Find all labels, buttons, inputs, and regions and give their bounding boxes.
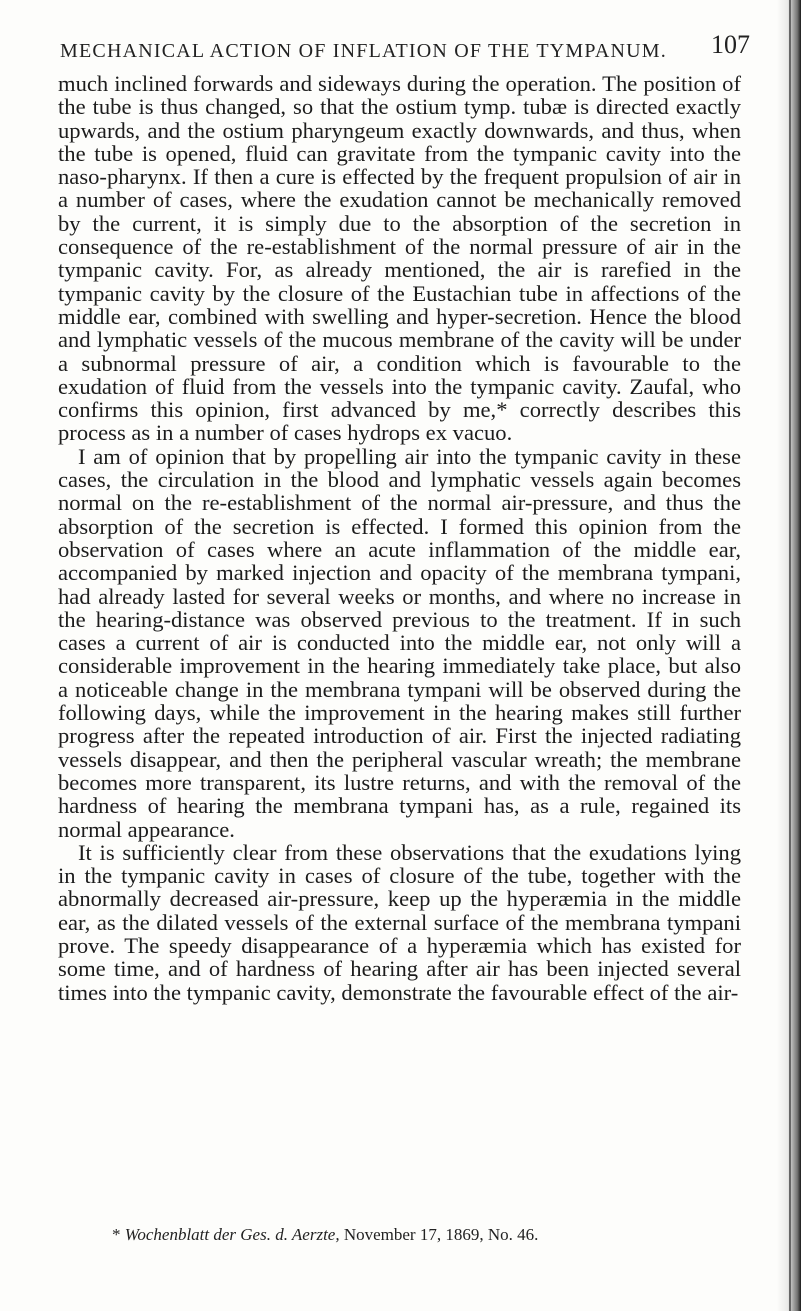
footnote-marker: * bbox=[112, 1225, 121, 1244]
footnote bbox=[112, 1225, 752, 1245]
paragraph-3: It is sufficiently clear from these observations that the exudations lying in the tympanic cavity in cases of closure of the tube, together with the abnormally decreased air-pressure, keep up the hyperæmia in the middle ear, as the dilated vessels of the external surface of the membrana tympani prove. The speedy disappearance of a hyperæmia which has existed for some time, and of hardness of hearing after air has been injected several times into the tympanic cavity, demonstrate the favourable effect of the air- bbox=[58, 839, 741, 1005]
footnote-details: November 17, 1869, No. 46. bbox=[343, 1225, 539, 1244]
page-edge-line bbox=[789, 0, 791, 1311]
footnote-source: Wochenblatt der Ges. d. Aerzte, bbox=[124, 1225, 340, 1244]
paragraph-1: much inclined forwards and sideways during the operation. The position of the tube is thus changed, so that the ostium tymp. tubæ is directed exactly upwards, and the ostium pharyngeum exactly downwards, and thus, when the tube is opened, fluid can gravitate from the tympanic cavity into the naso-pharynx. If then a cure is effected by the frequent propulsion of air in a number of cases, where the exudation cannot be mechanically removed by the current, it is simply due to the absorption of the secretion in consequence of the re-establishment of the normal pressure of air in the tympanic cavity. For, as already mentioned, the air is rarefied in the tympanic cavity by the closure of the Eustachian tube in affections of the middle ear, combined with swelling and hyper-secretion. Hence the blood and lymphatic vessels of the mucous membrane of the cavity will be under a subnormal pressure of air, a condition which is favourable to the exudation of fluid from the vessels into the tympanic cavity. Zaufal, who confirms this opinion, first advanced by me,* correctly describes this process as in a number of cases hydrops ex vacuo. bbox=[58, 71, 741, 446]
running-head: MECHANICAL ACTION OF INFLATION OF THE TYMPANUM. bbox=[60, 40, 667, 62]
body-text bbox=[58, 72, 741, 1004]
paragraph-2: I am of opinion that by propelling air into the tympanic cavity in these cases, the circulation in the blood and lymphatic vessels again becomes normal on the re-establishment of the normal air-pressure, and thus the absorption of the secretion is effected. I formed this opinion from the observation of cases where an acute inflammation of the middle ear, accompanied by marked injection and opacity of the membrana tympani, had already lasted for several weeks or months, and where no increase in the hearing-distance was observed previous to the treatment. If in such cases a current of air is conducted into the middle ear, not only will a considerable improvement in the hearing immediately take place, but also a noticeable change in the membrana tympani will be observed during the following days, while the improvement in the hearing makes still further progress after the repeated introduction of air. First the injected radiating vessels disappear, and then the peripheral vascular wreath; the membrane becomes more transparent, its lustre returns, and with the removal of the hardness of hearing the membrana tympani has, as a rule, regained its normal appearance. bbox=[58, 443, 741, 842]
page-header bbox=[60, 28, 750, 68]
page-number: 107 bbox=[711, 30, 750, 59]
